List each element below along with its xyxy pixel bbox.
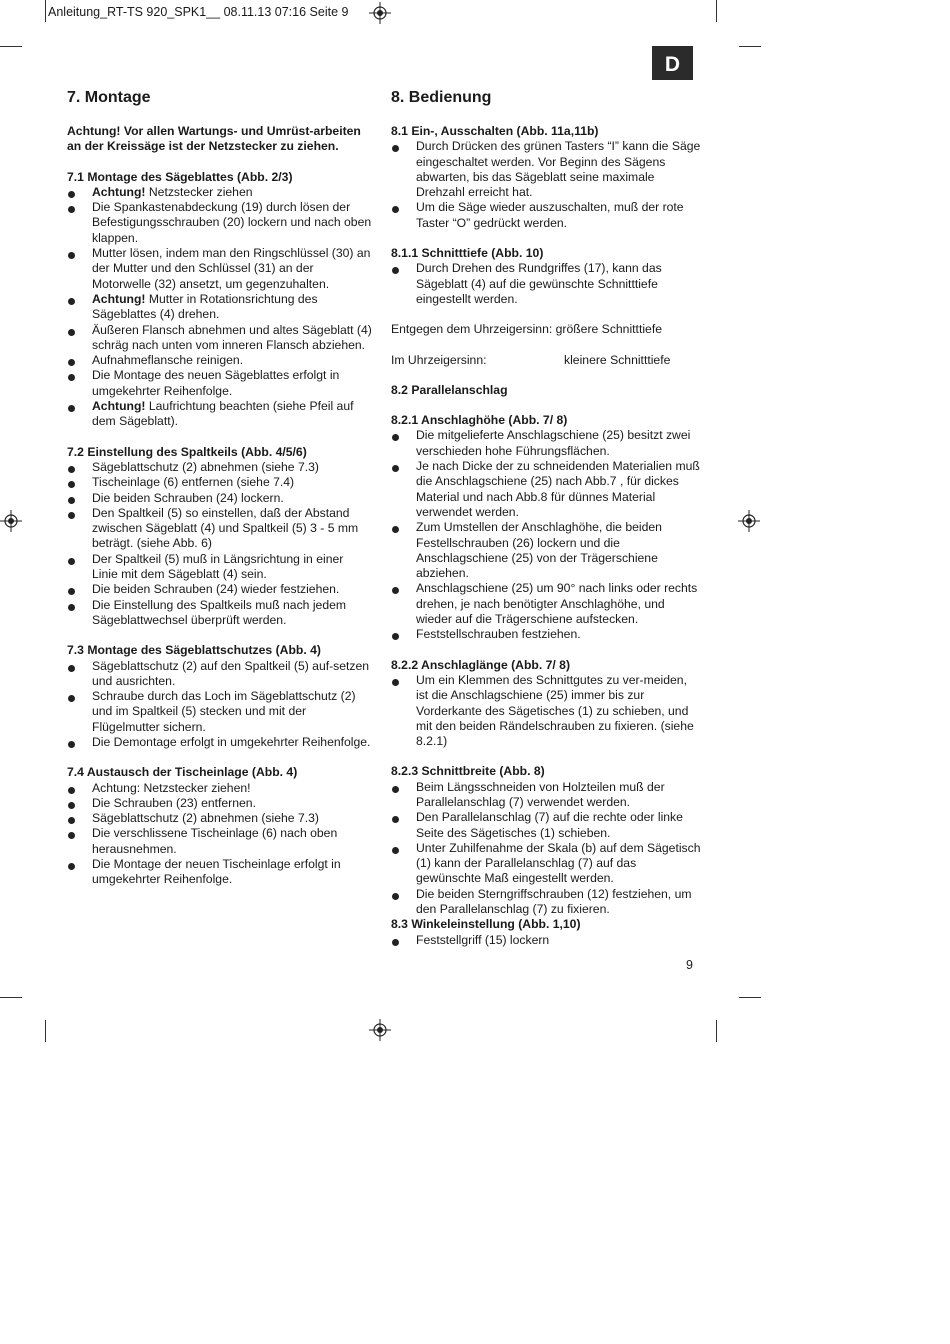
list-item: Schraube durch das Loch im Sägeblattschutz (2) und im Spaltkeil (5) stecken und mit der Flügelmutter sichern. — [67, 689, 372, 735]
crop-mark — [739, 997, 761, 998]
list-item: Durch Drücken des grünen Tasters “I” kann die Säge eingeschaltet werden. Vor Beginn des Sägens abwarten, bis das Sägeblatt seine maximale Drehzahl erreicht hat. — [391, 139, 701, 200]
section-title: 7.4 Austausch der Tischeinlage (Abb. 4) — [67, 765, 298, 780]
section-8-1-1 — [391, 246, 701, 307]
chapter-title: 7. Montage — [67, 89, 151, 106]
section-title: 8.2.3 Schnittbreite (Abb. 8) — [391, 764, 545, 779]
section-title: 8.1.1 Schnitttiefe (Abb. 10) — [391, 246, 544, 261]
section-8-2-3 — [391, 764, 701, 917]
list-item: Den Spaltkeil (5) so einstellen, daß der Abstand zwischen Sägeblatt (4) und Spaltkeil (5) 3 - 5 mm beträgt. (siehe Abb. 6) — [67, 506, 372, 552]
crop-mark — [0, 997, 22, 998]
list-item: Die beiden Sterngriffschrauben (12) festziehen, um den Parallelanschlag (7) zu fixieren. — [391, 887, 701, 918]
chapter-title: 8. Bedienung — [391, 89, 492, 106]
section-7-4 — [67, 765, 372, 887]
list-item: Sägeblattschutz (2) abnehmen (siehe 7.3) — [67, 811, 372, 826]
list-item: Die verschlissene Tischeinlage (6) nach oben herausnehmen. — [67, 826, 372, 857]
depth-counterclockwise: Entgegen dem Uhrzeigersinn: größere Schnitttiefe — [391, 322, 662, 337]
list-item: Sägeblattschutz (2) abnehmen (siehe 7.3) — [67, 460, 372, 475]
list-item: Sägeblattschutz (2) auf den Spaltkeil (5) auf-setzen und ausrichten. — [67, 659, 372, 690]
section-8-3 — [391, 917, 701, 948]
crop-mark — [716, 1020, 717, 1042]
list-item: Die beiden Schrauben (24) wieder festziehen. — [67, 582, 372, 597]
crop-mark — [45, 0, 46, 22]
list-item: Anschlagschiene (25) um 90° nach links oder rechts drehen, je nach benötigter Anschlaghöhe, und wieder auf die Trägerschiene aufstecken. — [391, 581, 701, 627]
section-title: 7.1 Montage des Sägeblattes (Abb. 2/3) — [67, 169, 293, 184]
registration-mark-icon — [738, 510, 760, 532]
list-item: Feststellgriff (15) lockern — [391, 933, 701, 948]
registration-mark-icon — [369, 2, 391, 24]
section-title: 7.3 Montage des Sägeblattschutzes (Abb. 4) — [67, 643, 321, 658]
crop-mark — [716, 0, 717, 22]
list-item: Tischeinlage (6) entfernen (siehe 7.4) — [67, 475, 372, 490]
left-column — [67, 88, 372, 888]
list-item: Zum Umstellen der Anschlaghöhe, die beiden Festellschrauben (26) lockern und die Anschlagschiene (25) von der Trägerschiene abziehen. — [391, 520, 701, 581]
list-item: Die mitgelieferte Anschlagschiene (25) besitzt zwei verschieden hohe Führungsflächen. — [391, 428, 701, 459]
section-title: 8.1 Ein-, Ausschalten (Abb. 11a,11b) — [391, 124, 599, 138]
section-8-1 — [391, 124, 701, 231]
language-badge: D — [652, 46, 693, 80]
page-number: 9 — [686, 958, 693, 972]
section-title: 8.2.1 Anschlaghöhe (Abb. 7/ 8) — [391, 413, 568, 428]
depth-clockwise-label: Im Uhrzeigersinn: — [391, 352, 487, 367]
list-item: Den Parallelanschlag (7) auf die rechte oder linke Seite des Sägetisches (1) schieben. — [391, 810, 701, 841]
list-item: Die Einstellung des Spaltkeils muß nach jedem Sägeblattwechsel überprüft werden. — [67, 598, 372, 629]
right-column — [391, 88, 701, 948]
registration-mark-icon — [0, 510, 22, 532]
list-item: Die Demontage erfolgt in umgekehrter Reihenfolge. — [67, 735, 372, 750]
section-title: 8.2 Parallelanschlag — [391, 382, 508, 397]
list-item: Mutter lösen, indem man den Ringschlüssel (30) an der Mutter und den Schlüssel (31) an der Motorwelle (32) ansetzt, um gegenzuhalten. — [67, 246, 372, 292]
section-title: 8.3 Winkeleinstellung (Abb. 1,10) — [391, 917, 581, 932]
list-item: Je nach Dicke der zu schneidenden Materialien muß die Anschlagschiene (25) nach Abb.7 , für dickes Material und nach Abb.8 für dünnes Material verwendet werden. — [391, 459, 701, 520]
list-item: Äußeren Flansch abnehmen und altes Sägeblatt (4) schräg nach unten vom inneren Flansch abziehen. — [67, 323, 372, 354]
crop-mark — [45, 1020, 46, 1042]
list-item: Die Spankastenabdeckung (19) durch lösen der Befestigungsschrauben (20) lockern und nach oben klappen. — [67, 200, 372, 246]
crop-mark — [0, 46, 22, 47]
print-header: Anleitung_RT-TS 920_SPK1__ 08.11.13 07:16 Seite 9 — [48, 5, 349, 19]
section-7-1 — [67, 170, 372, 430]
list-item: Unter Zuhilfenahme der Skala (b) auf dem Sägetisch (1) kann der Parallelanschlag (7) auf das gewünschte Maß eingestellt werden. — [391, 841, 701, 887]
list-item: Feststellschrauben festziehen. — [391, 627, 701, 642]
maintenance-warning: Achtung! Vor allen Wartungs- und Umrüst-arbeiten an der Kreissäge ist der Netzstecker zu ziehen. — [67, 124, 361, 154]
section-7-3 — [67, 643, 372, 750]
section-7-2 — [67, 445, 372, 629]
list-item: Um ein Klemmen des Schnittgutes zu ver-meiden, ist die Anschlagschiene (25) immer bis zur Vorderkante des Sägetisches (1) zu schieben, und mit den beiden Rändelschrauben zu fixieren. (siehe 8.2.1) — [391, 673, 701, 749]
section-title: 7.2 Einstellung des Spaltkeils (Abb. 4/5/6) — [67, 444, 307, 459]
list-item: Achtung! Netzstecker ziehen — [67, 185, 372, 200]
section-8-2-1 — [391, 413, 701, 642]
list-item: Die Montage des neuen Sägeblattes erfolgt in umgekehrter Reihenfolge. — [67, 368, 372, 399]
list-item: Die beiden Schrauben (24) lockern. — [67, 491, 372, 506]
list-item: Achtung! Mutter in Rotationsrichtung des Sägeblattes (4) drehen. — [67, 292, 372, 323]
depth-clockwise-value: kleinere Schnitttiefe — [564, 352, 671, 367]
crop-mark — [739, 46, 761, 47]
list-item: Beim Längsschneiden von Holzteilen muß der Parallelanschlag (7) verwendet werden. — [391, 780, 701, 811]
list-item: Achtung: Netzstecker ziehen! — [67, 781, 372, 796]
list-item: Durch Drehen des Rundgriffes (17), kann das Sägeblatt (4) auf die gewünschte Schnitttiefe eingestellt werden. — [391, 261, 701, 307]
registration-mark-icon — [369, 1019, 391, 1041]
list-item: Die Montage der neuen Tischeinlage erfolgt in umgekehrter Reihenfolge. — [67, 857, 372, 888]
depth-clockwise — [391, 353, 701, 368]
list-item: Aufnahmeflansche reinigen. — [67, 353, 372, 368]
section-8-2 — [391, 383, 701, 398]
section-8-2-2 — [391, 658, 701, 750]
list-item: Um die Säge wieder auszuschalten, muß der rote Taster “O” gedrückt werden. — [391, 200, 701, 231]
list-item: Die Schrauben (23) entfernen. — [67, 796, 372, 811]
list-item: Der Spaltkeil (5) muß in Längsrichtung in einer Linie mit dem Sägeblatt (4) sein. — [67, 552, 372, 583]
list-item: Achtung! Laufrichtung beachten (siehe Pfeil auf dem Sägeblatt). — [67, 399, 372, 430]
section-title: 8.2.2 Anschlaglänge (Abb. 7/ 8) — [391, 657, 571, 672]
